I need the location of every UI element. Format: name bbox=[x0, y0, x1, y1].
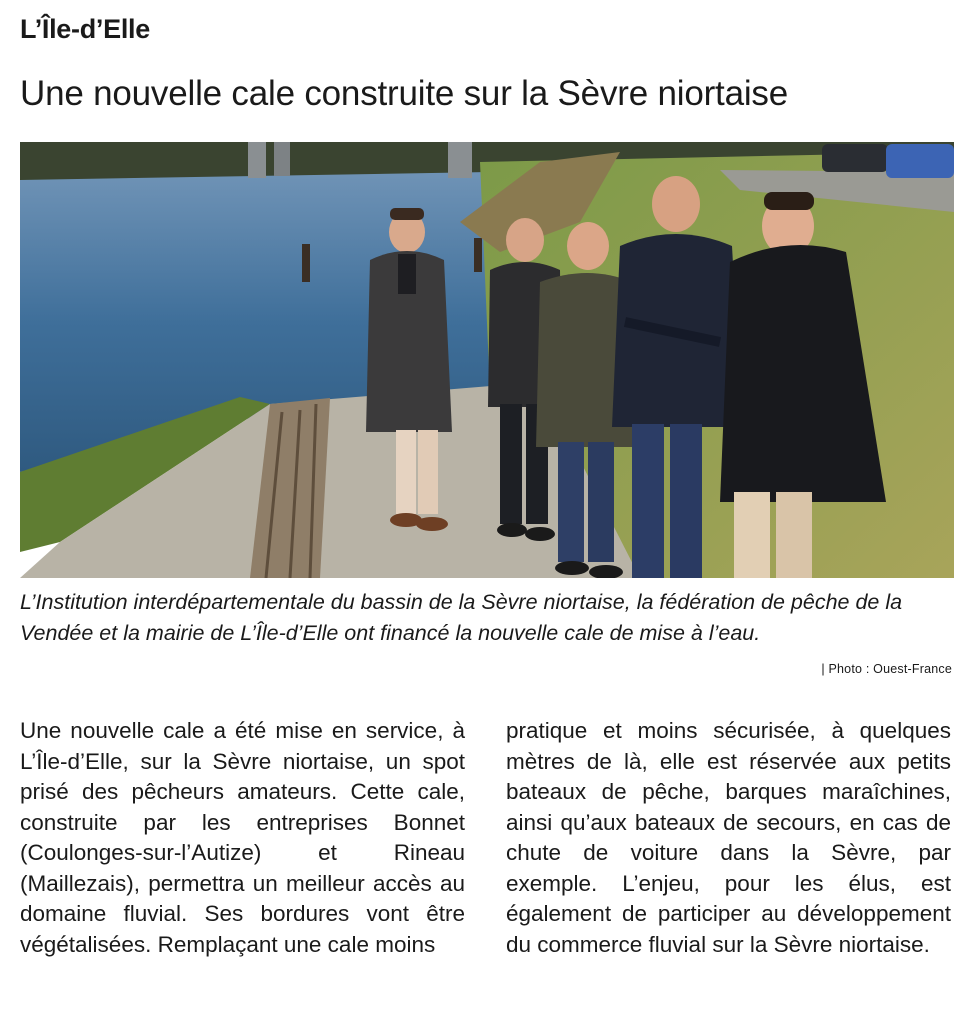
water-post bbox=[302, 244, 310, 282]
bridge-pillar bbox=[274, 142, 290, 176]
bridge-pillar bbox=[248, 142, 266, 178]
body-column-1: Une nouvelle cale a été mise en service, à L’Île-d’Elle, sur la Sèvre niortaise, un spot prisé des pêcheurs amateurs. Cette cale, construite par les entreprises Bonnet (Coulonges-sur-l’Autize) et Rineau (Maillezais), permettra un meilleur accès au domaine fluvial. Ses bordures vont être végétalisées. Remplaçant une cale moins bbox=[20, 718, 465, 957]
photo-caption: L’Institution interdépartementale du bassin de la Sèvre niortaise, la fédération de pêche de la Vendée et la mairie de L’Île-d’Elle ont financé la nouvelle cale de mise à l’eau. bbox=[20, 590, 903, 645]
photo-credit: | Photo : Ouest-France bbox=[821, 662, 952, 676]
photo-illustration bbox=[20, 142, 954, 578]
bridge-pillar bbox=[448, 142, 472, 178]
article-photo bbox=[20, 142, 954, 578]
article-headline: Une nouvelle cale construite sur la Sèvre niortaise bbox=[20, 74, 788, 113]
section-kicker: L’Île-d’Elle bbox=[20, 14, 150, 44]
body-column-2: pratique et moins sécurisée, à quelques mètres de là, elle est réservée aux petits bateaux de pêche, barques maraîchines, ainsi qu’aux bateaux de secours, en cas de chute de voiture dans la Sèvre, par exemple. L’enjeu, pour les élus, est également de participer au développement du commerce fluvial sur la Sèvre niortaise. bbox=[506, 718, 951, 957]
car bbox=[822, 144, 888, 172]
car bbox=[886, 144, 954, 178]
water-post bbox=[474, 238, 482, 272]
